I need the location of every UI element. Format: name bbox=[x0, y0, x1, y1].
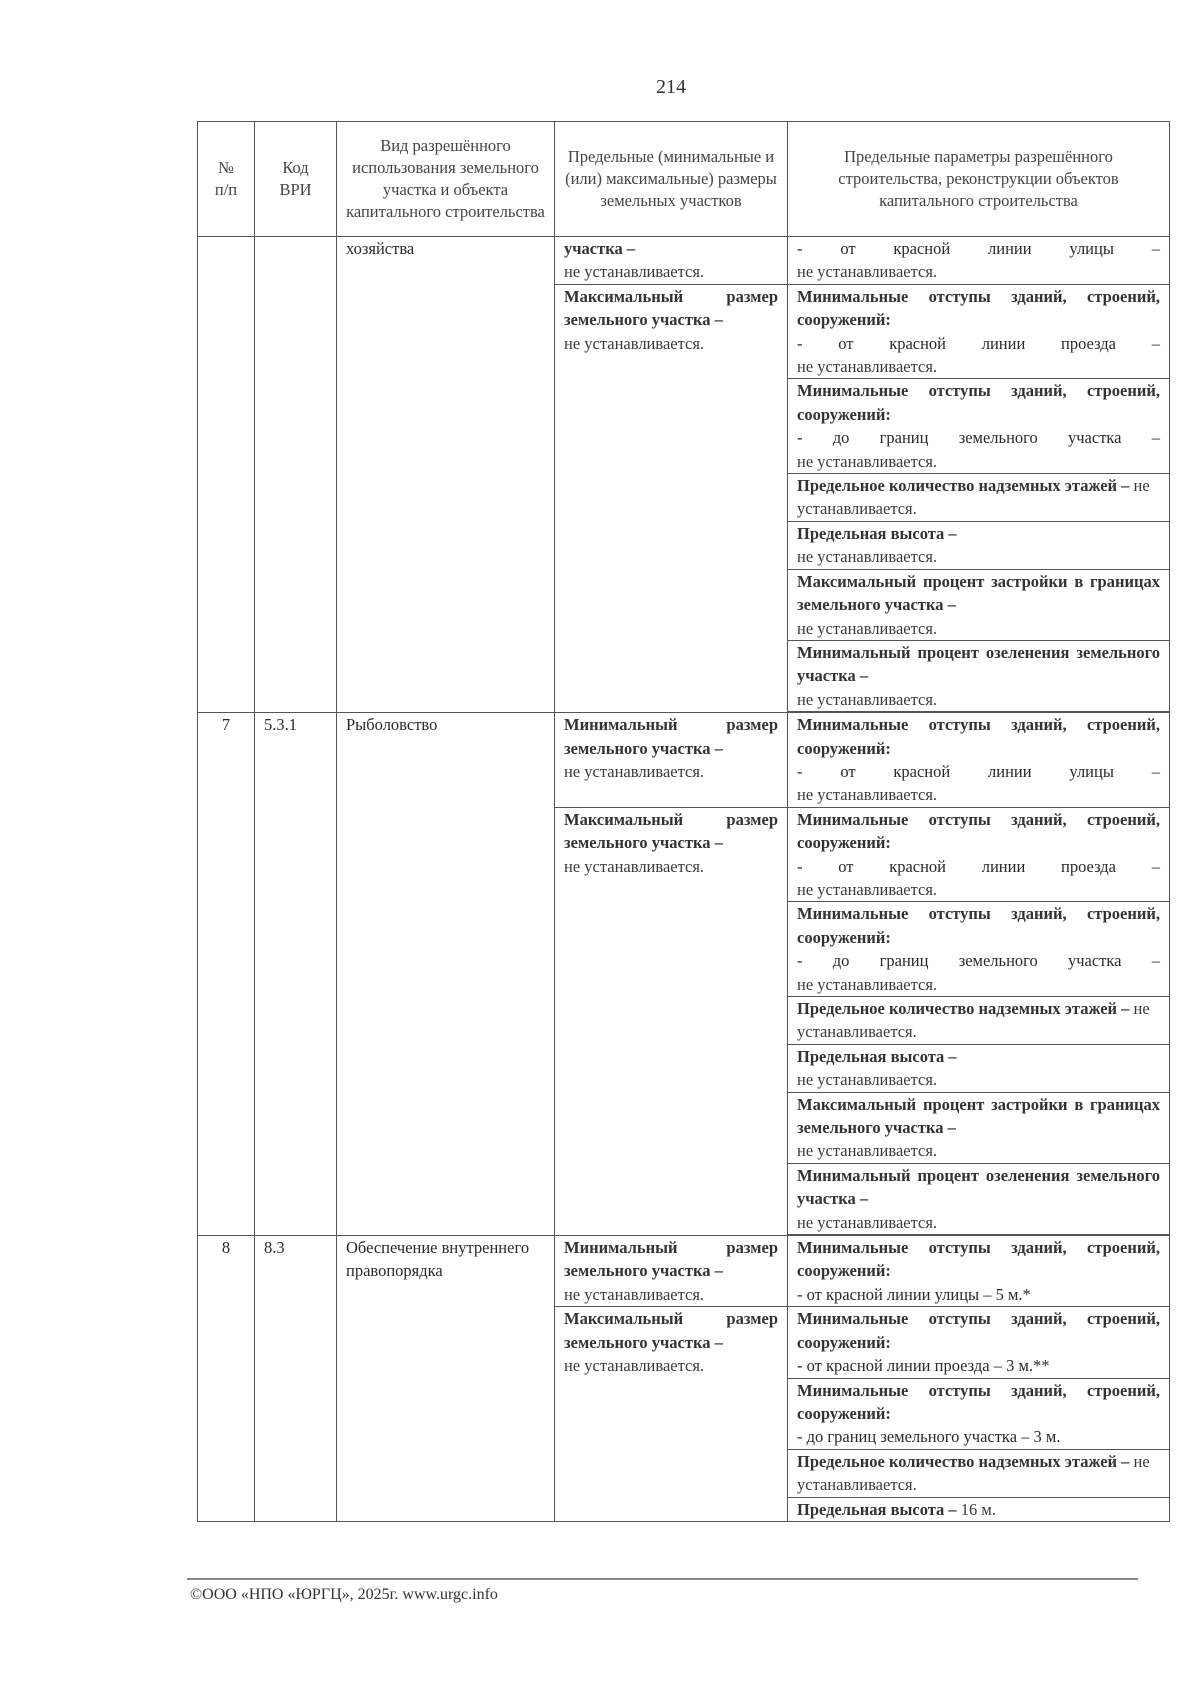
row-type: Рыболовство bbox=[337, 713, 555, 1236]
param-cell: Минимальные отступы зданий, строений, сооружений: - от красной линии улицы – 5 м.* bbox=[788, 1236, 1170, 1307]
param-cell: Минимальные отступы зданий, строений, сооружений: - от красной линии проезда – не устанавливается. bbox=[788, 807, 1170, 902]
header-params: Предельные параметры разрешённого строительства, реконструкции объектов капитального строительства bbox=[788, 122, 1170, 237]
row-num: 7 bbox=[198, 713, 255, 1236]
table-header-row bbox=[198, 122, 1170, 237]
footer-divider bbox=[187, 1578, 1138, 1580]
param-cell: Предельная высота – 16 м. bbox=[788, 1497, 1170, 1521]
header-size: Предельные (минимальные и (или) максимальные) размеры земельных участков bbox=[555, 122, 788, 237]
param-cell: Максимальный процент застройки в границах земельного участка – не устанавливается. bbox=[788, 569, 1170, 640]
row-type: Обеспечение внутреннего правопорядка bbox=[337, 1236, 555, 1522]
param-cell: Предельное количество надземных этажей – не устанавливается. bbox=[788, 997, 1170, 1045]
param-cell: - от красной линии улицы – не устанавливается. bbox=[788, 237, 1170, 285]
param-cell: Минимальные отступы зданий, строений, сооружений: - от красной линии проезда – не устанавливается. bbox=[788, 284, 1170, 379]
param-cell: Минимальные отступы зданий, строений, сооружений: - от красной линии проезда – 3 м.** bbox=[788, 1307, 1170, 1378]
param-cell: Минимальные отступы зданий, строений, сооружений: - до границ земельного участка – 3 м. bbox=[788, 1378, 1170, 1449]
param-cell: Предельное количество надземных этажей – не устанавливается. bbox=[788, 1449, 1170, 1497]
min-size-cell: Минимальный размер земельного участка – не устанавливается. bbox=[555, 1236, 788, 1307]
footer-copyright: ©ООО «НПО «ЮРГЦ», 2025г. www.urgc.info bbox=[190, 1586, 498, 1603]
param-cell: Предельное количество надземных этажей – не устанавливается. bbox=[788, 474, 1170, 522]
regulations-table bbox=[197, 121, 1170, 1522]
min-size-cell: участка – не устанавливается. bbox=[555, 237, 788, 285]
page-number: 214 bbox=[656, 76, 686, 98]
row-code: 5.3.1 bbox=[255, 713, 337, 1236]
max-size-cell: Максимальный размер земельного участка – не устанавливается. bbox=[555, 1307, 788, 1522]
header-code: Код ВРИ bbox=[255, 122, 337, 237]
row-num bbox=[198, 237, 255, 713]
table-row bbox=[198, 1236, 1170, 1307]
row-code bbox=[255, 237, 337, 713]
table-row bbox=[198, 237, 1170, 285]
header-type: Вид разрешённого использования земельного участка и объекта капитального строительства bbox=[337, 122, 555, 237]
row-code: 8.3 bbox=[255, 1236, 337, 1522]
max-size-cell: Максимальный размер земельного участка – не устанавливается. bbox=[555, 807, 788, 1235]
min-size-cell: Минимальный размер земельного участка – не устанавливается. bbox=[555, 713, 788, 808]
row-num: 8 bbox=[198, 1236, 255, 1522]
param-cell: Минимальный процент озеленения земельного участка – не устанавливается. bbox=[788, 640, 1170, 711]
param-cell: Минимальный процент озеленения земельного участка – не устанавливается. bbox=[788, 1163, 1170, 1234]
param-cell: Максимальный процент застройки в границах земельного участка – не устанавливается. bbox=[788, 1092, 1170, 1163]
param-cell: Предельная высота – не устанавливается. bbox=[788, 1044, 1170, 1092]
param-cell: Минимальные отступы зданий, строений, сооружений: - до границ земельного участка – не устанавливается. bbox=[788, 379, 1170, 474]
param-cell: Минимальные отступы зданий, строений, сооружений: - до границ земельного участка – не устанавливается. bbox=[788, 902, 1170, 997]
param-cell: Минимальные отступы зданий, строений, сооружений: - от красной линии улицы – не устанавливается. bbox=[788, 713, 1170, 808]
row-type: хозяйства bbox=[337, 237, 555, 713]
param-cell: Предельная высота – не устанавливается. bbox=[788, 521, 1170, 569]
max-size-cell: Максимальный размер земельного участка – не устанавливается. bbox=[555, 284, 788, 712]
header-num: № п/п bbox=[198, 122, 255, 237]
table-row bbox=[198, 713, 1170, 808]
